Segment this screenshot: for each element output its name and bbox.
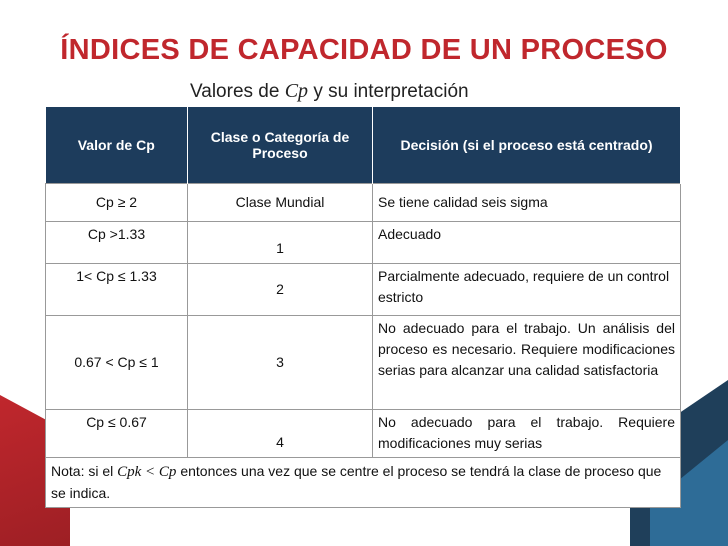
cell-class: 2 [188,264,373,316]
cell-decision: No adecuado para el trabajo. Requiere modificaciones muy serias [373,410,681,458]
cell-decision: Se tiene calidad seis sigma [373,184,681,222]
subtitle-symbol: Cp [284,80,309,102]
note-prefix: Nota: si el [51,463,118,479]
table-header-row [46,107,681,184]
table-note-row [46,458,681,508]
cell-class: 4 [188,410,373,458]
subtitle-suffix: y su interpretación [308,81,469,102]
slide-subtitle [190,80,469,103]
table-row [46,222,681,264]
cell-value: 1< Cp ≤ 1.33 [46,264,188,316]
header-value: Valor de Cp [46,107,188,184]
cell-decision: Adecuado [373,222,681,264]
table-row [46,410,681,458]
cell-value: Cp ≥ 2 [46,184,188,222]
cell-value: Cp ≤ 0.67 [46,410,188,458]
table-row [46,316,681,410]
cell-decision: Parcialmente adecuado, requiere de un control estricto [373,264,681,316]
cell-class: 3 [188,316,373,410]
table-note [46,458,681,508]
cell-value: Cp >1.33 [46,222,188,264]
cell-class: 1 [188,222,373,264]
cell-class: Clase Mundial [188,184,373,222]
capability-table [45,107,681,508]
header-decision: Decisión (si el proceso está centrado) [373,107,681,184]
header-class: Clase o Categoría de Proceso [188,107,373,184]
cell-value: 0.67 < Cp ≤ 1 [46,316,188,410]
note-suffix: entonces una vez que se centre el proceso se tendrá la clase de proceso que se indica. [51,463,662,501]
note-formula: Cpk < Cp [117,464,177,480]
subtitle-prefix: Valores de [190,81,285,102]
table-row [46,264,681,316]
table-row [46,184,681,222]
cell-decision: No adecuado para el trabajo. Un análisis del proceso es necesario. Requiere modificaciones serias para alcanzar una calidad satisfactoria [373,316,681,410]
slide-title: ÍNDICES DE CAPACIDAD DE UN PROCESO [60,34,668,66]
